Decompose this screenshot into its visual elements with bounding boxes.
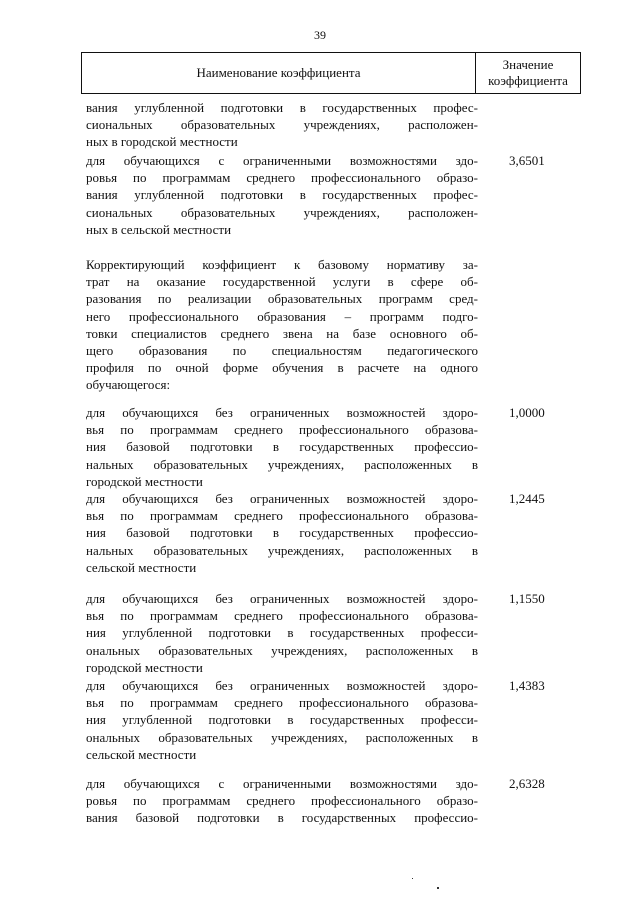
row-text-line: городской местности: [86, 473, 203, 489]
coefficient-value: 1,1550: [509, 591, 545, 606]
row-text-line: вания углубленной подготовки в государственных профес-: [86, 187, 478, 203]
row-text-line: ровья по программам среднего профессионального образо-: [86, 793, 478, 809]
row-text-line: ровья по программам среднего профессионального образо-: [86, 170, 478, 186]
row-text-line: для обучающихся без ограниченных возможностей здоро-: [86, 591, 478, 606]
row-text-line: для обучающихся с ограниченными возможностями здо-: [86, 776, 478, 791]
row-text-line: обучающегося:: [86, 377, 171, 393]
row-text-line: вания базовой подготовки в государственных профессио-: [86, 810, 478, 826]
row-text-line: ния углубленной подготовки в государственных професси-: [86, 625, 478, 641]
row-text-line: нальных образовательных учреждениях, расположенных в: [86, 542, 478, 558]
row-text-line: него профессионального образования – программ подго-: [86, 308, 478, 324]
header-value-label-line2: коэффициента: [488, 73, 568, 88]
row-text-line: для обучающихся без ограниченных возможностей здоро-: [86, 405, 478, 420]
row-text-line: вания углубленной подготовки в государственных профес-: [86, 100, 478, 115]
coefficient-value: 1,4383: [509, 678, 545, 693]
header-value-column: [476, 53, 580, 93]
row-text-line: ональных образовательных учреждениях, расположенных в: [86, 729, 478, 745]
scan-speck: [412, 878, 413, 879]
row-text-line: ональных образовательных учреждениях, расположенных в: [86, 642, 478, 658]
row-text-line: для обучающихся с ограниченными возможностями здо-: [86, 153, 478, 168]
table-row: [86, 99, 478, 151]
header-name-label: Наименование коэффициента: [196, 65, 361, 80]
scan-speck: [437, 887, 439, 889]
row-text-line: ния базовой подготовки в государственных профессио-: [86, 525, 478, 541]
row-text-line: вья по программам среднего профессионального образова-: [86, 695, 478, 711]
table-row: [86, 775, 478, 827]
row-text-line: товки специалистов среднего звена на базе основного об-: [86, 325, 478, 341]
row-text-line: вья по программам среднего профессионального образова-: [86, 422, 478, 438]
row-text-line: сельской местности: [86, 746, 197, 762]
coefficient-value: 1,0000: [509, 405, 545, 420]
coefficient-value: 1,2445: [509, 491, 545, 506]
row-text-line: сельской местности: [86, 559, 197, 575]
row-text-line: сиональных образовательных учреждениях, расположен-: [86, 117, 478, 133]
row-text-line: профиля по очной форме обучения в расчете на одного: [86, 360, 478, 376]
table-row: [86, 590, 478, 676]
table-row: [86, 152, 478, 238]
row-text-line: щего образования по специальностям педагогического: [86, 343, 478, 359]
header-name-column: [82, 53, 476, 93]
row-text-line: трат на оказание государственной услуги в сфере об-: [86, 274, 478, 290]
row-text-line: для обучающихся без ограниченных возможностей здоро-: [86, 491, 478, 506]
row-text-line: нальных образовательных учреждениях, расположенных в: [86, 456, 478, 472]
row-text-line: вья по программам среднего профессионального образова-: [86, 608, 478, 624]
row-text-line: ния углубленной подготовки в государственных професси-: [86, 712, 478, 728]
table-row: [86, 256, 478, 394]
row-text-line: Корректирующий коэффициент к базовому нормативу за-: [86, 257, 478, 272]
row-text-line: городской местности: [86, 659, 203, 675]
table-row: [86, 404, 478, 490]
row-text-line: разования по реализации образовательных программ сред-: [86, 291, 478, 307]
page-number: 39: [314, 28, 326, 42]
table-header: [81, 52, 581, 94]
row-text-line: ния базовой подготовки в государственных профессио-: [86, 439, 478, 455]
row-text-line: ных в городской местности: [86, 134, 238, 150]
table-row: [86, 677, 478, 763]
coefficient-value: 2,6328: [509, 776, 545, 791]
header-value-label-line1: Значение: [502, 57, 554, 72]
table-row: [86, 490, 478, 576]
row-text-line: для обучающихся без ограниченных возможностей здоро-: [86, 678, 478, 693]
row-text-line: сиональных образовательных учреждениях, расположен-: [86, 204, 478, 220]
coefficient-value: 3,6501: [509, 153, 545, 168]
row-text-line: ных в сельской местности: [86, 221, 232, 237]
row-text-line: вья по программам среднего профессионального образова-: [86, 508, 478, 524]
